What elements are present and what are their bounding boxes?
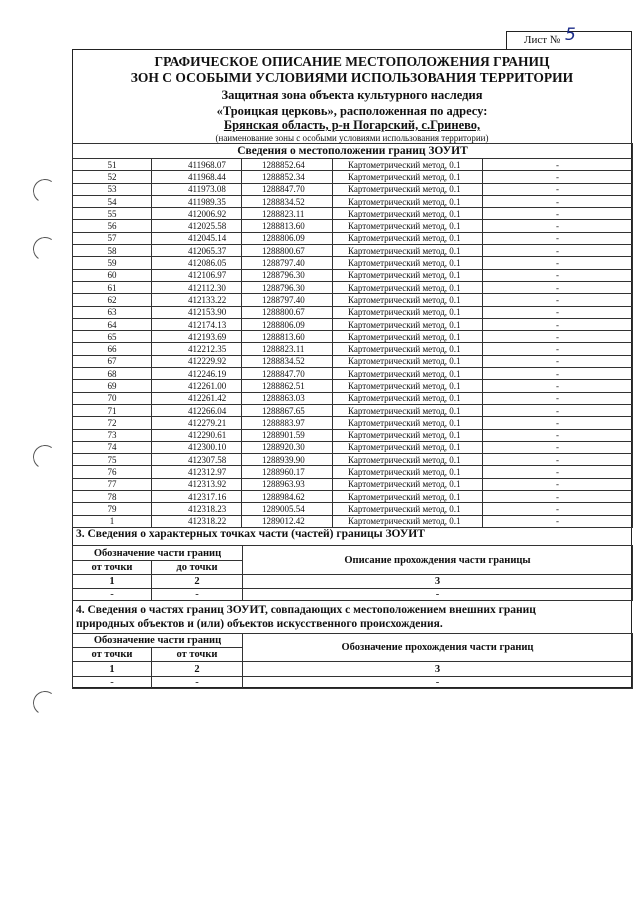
y-coordinate: 1288823.11 bbox=[242, 208, 333, 220]
point-number: 75 bbox=[73, 454, 152, 466]
section4-col2-number: 2 bbox=[152, 662, 243, 677]
punch-hole bbox=[31, 235, 59, 263]
table-row bbox=[73, 503, 633, 515]
x-coordinate: 412318.23 bbox=[152, 503, 242, 515]
point-number: 71 bbox=[73, 404, 152, 416]
y-coordinate: 1288834.52 bbox=[242, 355, 333, 367]
x-coordinate: 412261.42 bbox=[152, 392, 242, 404]
y-coordinate: 1288796.30 bbox=[242, 269, 333, 281]
x-coordinate: 412313.92 bbox=[152, 478, 242, 490]
table-row bbox=[73, 478, 633, 490]
x-coordinate: 412261.00 bbox=[152, 380, 242, 392]
point-number: 66 bbox=[73, 343, 152, 355]
x-coordinate: 412133.22 bbox=[152, 294, 242, 306]
x-coordinate: 412174.13 bbox=[152, 318, 242, 330]
zone-caption: (наименование зоны с особыми условиями использования территории) bbox=[215, 133, 489, 143]
y-coordinate: 1289012.42 bbox=[242, 515, 333, 527]
y-coordinate: 1288800.67 bbox=[242, 245, 333, 257]
section4-desc-header: Обозначение прохождения части границ bbox=[243, 634, 633, 662]
error-value: - bbox=[483, 294, 633, 306]
doc-title-line1: ГРАФИЧЕСКОЕ ОПИСАНИЕ МЕСТОПОЛОЖЕНИЯ ГРАНИЦ bbox=[154, 54, 550, 69]
zone-address: Брянская область, р-н Погарский, с.Гринево, bbox=[223, 118, 481, 132]
y-coordinate: 1288797.40 bbox=[242, 294, 333, 306]
error-value: - bbox=[483, 269, 633, 281]
error-value: - bbox=[483, 331, 633, 343]
x-coordinate: 411973.08 bbox=[152, 183, 242, 195]
point-number: 78 bbox=[73, 491, 152, 503]
error-value: - bbox=[483, 257, 633, 269]
point-number: 54 bbox=[73, 195, 152, 207]
table-row bbox=[73, 232, 633, 244]
table-row bbox=[73, 343, 633, 355]
table-row bbox=[73, 392, 633, 404]
section3-value-to: - bbox=[152, 589, 243, 601]
sheet-number-handwritten: 5 bbox=[565, 25, 576, 45]
table-row bbox=[73, 245, 633, 257]
table-row bbox=[73, 404, 633, 416]
point-number: 57 bbox=[73, 232, 152, 244]
y-coordinate: 1288963.93 bbox=[242, 478, 333, 490]
coordinates-table bbox=[72, 143, 633, 528]
point-number: 1 bbox=[73, 515, 152, 527]
table-row bbox=[73, 355, 633, 367]
method: Картометрический метод, 0.1 bbox=[333, 269, 483, 281]
error-value: - bbox=[483, 466, 633, 478]
section3-title: 3. Сведения о характерных точках части (частей) границы ЗОУИТ bbox=[76, 528, 425, 540]
table-row bbox=[73, 281, 633, 293]
section3-desc-header: Описание прохождения части границы bbox=[243, 546, 633, 575]
x-coordinate: 412065.37 bbox=[152, 245, 242, 257]
method: Картометрический метод, 0.1 bbox=[333, 466, 483, 478]
x-coordinate: 412290.61 bbox=[152, 429, 242, 441]
table-row bbox=[73, 208, 633, 220]
error-value: - bbox=[483, 195, 633, 207]
table-row bbox=[73, 220, 633, 232]
x-coordinate: 412086.05 bbox=[152, 257, 242, 269]
method: Картометрический метод, 0.1 bbox=[333, 318, 483, 330]
y-coordinate: 1288813.60 bbox=[242, 331, 333, 343]
section3-col1-number: 1 bbox=[73, 575, 152, 589]
section4-title-line1: 4. Сведения о частях границ ЗОУИТ, совпадающих с местоположением внешних границ bbox=[76, 604, 536, 616]
point-number: 56 bbox=[73, 220, 152, 232]
table-row bbox=[73, 429, 633, 441]
error-value: - bbox=[483, 208, 633, 220]
section3-part-header: Обозначение части границ bbox=[73, 546, 243, 561]
x-coordinate: 412279.21 bbox=[152, 417, 242, 429]
y-coordinate: 1288867.65 bbox=[242, 404, 333, 416]
method: Картометрический метод, 0.1 bbox=[333, 171, 483, 183]
point-number: 79 bbox=[73, 503, 152, 515]
method: Картометрический метод, 0.1 bbox=[333, 503, 483, 515]
x-coordinate: 411968.44 bbox=[152, 171, 242, 183]
point-number: 53 bbox=[73, 183, 152, 195]
method: Картометрический метод, 0.1 bbox=[333, 281, 483, 293]
error-value: - bbox=[483, 245, 633, 257]
table-row bbox=[73, 306, 633, 318]
y-coordinate: 1288939.90 bbox=[242, 454, 333, 466]
y-coordinate: 1288797.40 bbox=[242, 257, 333, 269]
x-coordinate: 412193.69 bbox=[152, 331, 242, 343]
error-value: - bbox=[483, 232, 633, 244]
error-value: - bbox=[483, 281, 633, 293]
y-coordinate: 1288863.03 bbox=[242, 392, 333, 404]
x-coordinate: 412006.92 bbox=[152, 208, 242, 220]
section3-from-header: от точки bbox=[73, 561, 152, 575]
method: Картометрический метод, 0.1 bbox=[333, 515, 483, 527]
error-value: - bbox=[483, 183, 633, 195]
point-number: 70 bbox=[73, 392, 152, 404]
method: Картометрический метод, 0.1 bbox=[333, 331, 483, 343]
section3-table bbox=[72, 545, 633, 601]
y-coordinate: 1288847.70 bbox=[242, 183, 333, 195]
point-number: 63 bbox=[73, 306, 152, 318]
y-coordinate: 1288806.09 bbox=[242, 232, 333, 244]
error-value: - bbox=[483, 404, 633, 416]
x-coordinate: 412246.19 bbox=[152, 368, 242, 380]
point-number: 73 bbox=[73, 429, 152, 441]
y-coordinate: 1288847.70 bbox=[242, 368, 333, 380]
punch-hole bbox=[31, 689, 59, 717]
method: Картометрический метод, 0.1 bbox=[333, 454, 483, 466]
table-row bbox=[73, 195, 633, 207]
point-number: 64 bbox=[73, 318, 152, 330]
point-number: 69 bbox=[73, 380, 152, 392]
point-number: 51 bbox=[73, 159, 152, 171]
method: Картометрический метод, 0.1 bbox=[333, 478, 483, 490]
x-coordinate: 412229.92 bbox=[152, 355, 242, 367]
section2-title: Сведения о местоположении границ ЗОУИТ bbox=[73, 144, 633, 159]
table-row bbox=[73, 491, 633, 503]
method: Картометрический метод, 0.1 bbox=[333, 491, 483, 503]
table-row bbox=[73, 331, 633, 343]
table-row bbox=[73, 454, 633, 466]
y-coordinate: 1288796.30 bbox=[242, 281, 333, 293]
error-value: - bbox=[483, 441, 633, 453]
x-coordinate: 412106.97 bbox=[152, 269, 242, 281]
punch-hole bbox=[31, 443, 59, 471]
table-row bbox=[73, 183, 633, 195]
error-value: - bbox=[483, 159, 633, 171]
section3-to-header: до точки bbox=[152, 561, 243, 575]
error-value: - bbox=[483, 318, 633, 330]
error-value: - bbox=[483, 368, 633, 380]
table-row bbox=[73, 257, 633, 269]
method: Картометрический метод, 0.1 bbox=[333, 343, 483, 355]
x-coordinate: 412318.22 bbox=[152, 515, 242, 527]
y-coordinate: 1288984.62 bbox=[242, 491, 333, 503]
section3-col2-number: 2 bbox=[152, 575, 243, 589]
section4-value-from: - bbox=[73, 677, 152, 689]
section4-value-desc: - bbox=[243, 677, 633, 689]
y-coordinate: 1288883.97 bbox=[242, 417, 333, 429]
section3-col3-number: 3 bbox=[243, 575, 633, 589]
error-value: - bbox=[483, 429, 633, 441]
method: Картометрический метод, 0.1 bbox=[333, 245, 483, 257]
zone-title-line1: Защитная зона объекта культурного наследия bbox=[221, 88, 483, 102]
zone-title-line2: «Троицкая церковь», расположенная по адресу: bbox=[216, 104, 488, 118]
x-coordinate: 412317.16 bbox=[152, 491, 242, 503]
section4-col3-number: 3 bbox=[243, 662, 633, 677]
point-number: 67 bbox=[73, 355, 152, 367]
section4-part-header: Обозначение части границ bbox=[73, 634, 243, 648]
point-number: 76 bbox=[73, 466, 152, 478]
point-number: 65 bbox=[73, 331, 152, 343]
table-row bbox=[73, 441, 633, 453]
section4-title bbox=[76, 603, 536, 631]
y-coordinate: 1288901.59 bbox=[242, 429, 333, 441]
error-value: - bbox=[483, 220, 633, 232]
method: Картометрический метод, 0.1 bbox=[333, 257, 483, 269]
point-number: 60 bbox=[73, 269, 152, 281]
table-row bbox=[73, 466, 633, 478]
error-value: - bbox=[483, 306, 633, 318]
method: Картометрический метод, 0.1 bbox=[333, 195, 483, 207]
x-coordinate: 412312.97 bbox=[152, 466, 242, 478]
coordinates-body bbox=[73, 159, 633, 528]
table-row bbox=[73, 380, 633, 392]
section4-to-header: от точки bbox=[152, 648, 243, 662]
method: Картометрический метод, 0.1 bbox=[333, 294, 483, 306]
point-number: 74 bbox=[73, 441, 152, 453]
table-row bbox=[73, 171, 633, 183]
y-coordinate: 1288823.11 bbox=[242, 343, 333, 355]
y-coordinate: 1288800.67 bbox=[242, 306, 333, 318]
y-coordinate: 1288834.52 bbox=[242, 195, 333, 207]
x-coordinate: 412212.35 bbox=[152, 343, 242, 355]
section4-table bbox=[72, 633, 633, 689]
section4-title-line2: природных объектов и (или) объектов искусственного происхождения. bbox=[76, 618, 443, 630]
error-value: - bbox=[483, 392, 633, 404]
point-number: 59 bbox=[73, 257, 152, 269]
point-number: 52 bbox=[73, 171, 152, 183]
method: Картометрический метод, 0.1 bbox=[333, 392, 483, 404]
table-row bbox=[73, 159, 633, 171]
table-row bbox=[73, 318, 633, 330]
y-coordinate: 1288920.30 bbox=[242, 441, 333, 453]
error-value: - bbox=[483, 454, 633, 466]
method: Картометрический метод, 0.1 bbox=[333, 380, 483, 392]
y-coordinate: 1288960.17 bbox=[242, 466, 333, 478]
x-coordinate: 412266.04 bbox=[152, 404, 242, 416]
doc-title-line2: ЗОН С ОСОБЫМИ УСЛОВИЯМИ ИСПОЛЬЗОВАНИЯ ТЕРРИТОРИИ bbox=[130, 70, 574, 85]
point-number: 77 bbox=[73, 478, 152, 490]
method: Картометрический метод, 0.1 bbox=[333, 208, 483, 220]
x-coordinate: 412307.58 bbox=[152, 454, 242, 466]
point-number: 68 bbox=[73, 368, 152, 380]
point-number: 58 bbox=[73, 245, 152, 257]
error-value: - bbox=[483, 380, 633, 392]
error-value: - bbox=[483, 355, 633, 367]
y-coordinate: 1288813.60 bbox=[242, 220, 333, 232]
y-coordinate: 1289005.54 bbox=[242, 503, 333, 515]
section4-from-header: от точки bbox=[73, 648, 152, 662]
error-value: - bbox=[483, 478, 633, 490]
table-row bbox=[73, 515, 633, 527]
method: Картометрический метод, 0.1 bbox=[333, 159, 483, 171]
method: Картометрический метод, 0.1 bbox=[333, 404, 483, 416]
table-row bbox=[73, 294, 633, 306]
method: Картометрический метод, 0.1 bbox=[333, 441, 483, 453]
y-coordinate: 1288852.34 bbox=[242, 171, 333, 183]
table-row bbox=[73, 368, 633, 380]
error-value: - bbox=[483, 515, 633, 527]
error-value: - bbox=[483, 503, 633, 515]
method: Картометрический метод, 0.1 bbox=[333, 220, 483, 232]
sheet-number-box bbox=[506, 25, 632, 50]
error-value: - bbox=[483, 417, 633, 429]
x-coordinate: 412300.10 bbox=[152, 441, 242, 453]
x-coordinate: 412153.90 bbox=[152, 306, 242, 318]
error-value: - bbox=[483, 343, 633, 355]
y-coordinate: 1288852.64 bbox=[242, 159, 333, 171]
y-coordinate: 1288806.09 bbox=[242, 318, 333, 330]
section3-value-from: - bbox=[73, 589, 152, 601]
x-coordinate: 412112.30 bbox=[152, 281, 242, 293]
method: Картометрический метод, 0.1 bbox=[333, 355, 483, 367]
section4-col1-number: 1 bbox=[73, 662, 152, 677]
section3-value-desc: - bbox=[243, 589, 633, 601]
x-coordinate: 412025.58 bbox=[152, 220, 242, 232]
y-coordinate: 1288862.51 bbox=[242, 380, 333, 392]
method: Картометрический метод, 0.1 bbox=[333, 368, 483, 380]
section4-value-to: - bbox=[152, 677, 243, 689]
method: Картометрический метод, 0.1 bbox=[333, 183, 483, 195]
method: Картометрический метод, 0.1 bbox=[333, 232, 483, 244]
point-number: 55 bbox=[73, 208, 152, 220]
x-coordinate: 411968.07 bbox=[152, 159, 242, 171]
point-number: 61 bbox=[73, 281, 152, 293]
x-coordinate: 412045.14 bbox=[152, 232, 242, 244]
error-value: - bbox=[483, 491, 633, 503]
point-number: 72 bbox=[73, 417, 152, 429]
table-row bbox=[73, 269, 633, 281]
method: Картометрический метод, 0.1 bbox=[333, 429, 483, 441]
sheet-label: Лист № bbox=[524, 34, 561, 46]
punch-hole bbox=[31, 177, 59, 205]
point-number: 62 bbox=[73, 294, 152, 306]
error-value: - bbox=[483, 171, 633, 183]
x-coordinate: 411989.35 bbox=[152, 195, 242, 207]
table-row bbox=[73, 417, 633, 429]
method: Картометрический метод, 0.1 bbox=[333, 417, 483, 429]
method: Картометрический метод, 0.1 bbox=[333, 306, 483, 318]
